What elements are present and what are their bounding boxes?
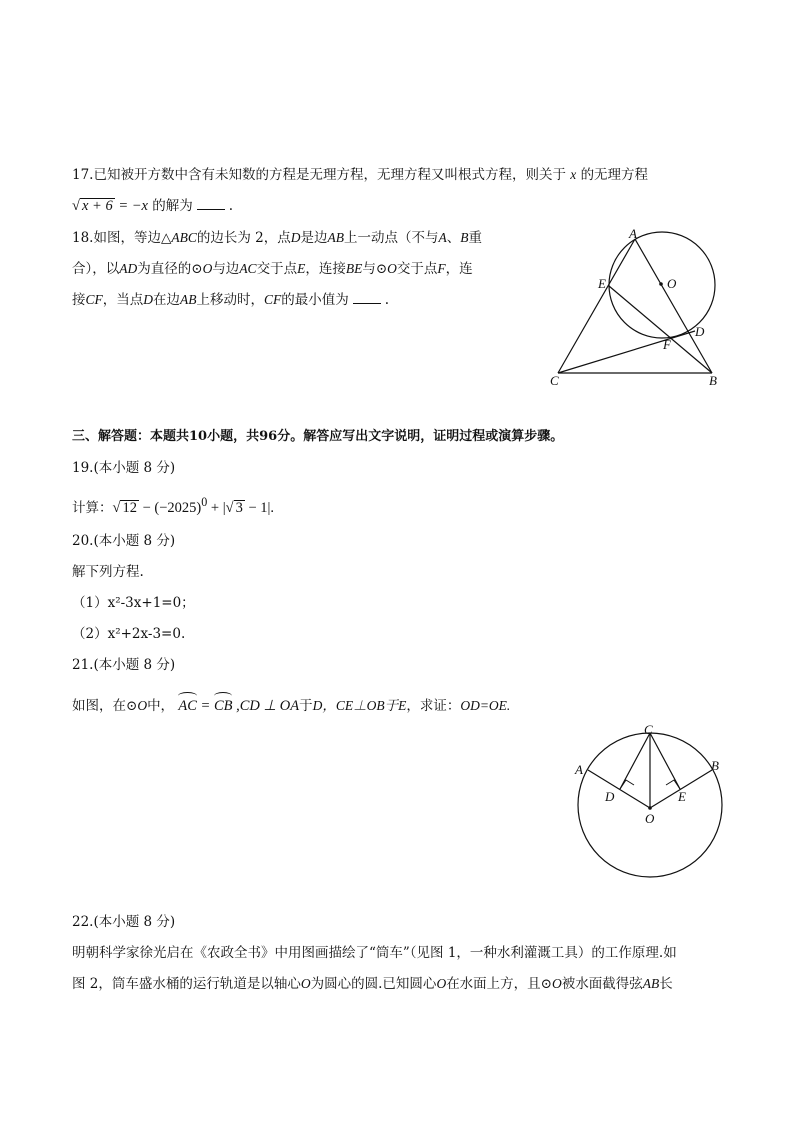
label-B: B xyxy=(711,758,719,773)
q17-line1: 17.已知被开方数中含有未知数的方程是无理方程，无理方程又叫根式方程，则关于 x 的无理方程 xyxy=(72,167,649,183)
q21-figure xyxy=(565,722,735,882)
q22-head: 22.(本小题 8 分) xyxy=(72,914,176,930)
q21-head: 21.(本小题 8 分) xyxy=(72,657,176,673)
label-D: D xyxy=(605,789,615,804)
label-D: D xyxy=(695,324,705,339)
q21-statement: 如图，在⊙O中， AC = CB ,CD ⊥ OA于D，CE⊥OB于E，求证：OD=OE. xyxy=(72,692,510,716)
q18-figure xyxy=(545,225,745,395)
q18-line3: 接CF，当点D在边AB上移动时，CF的最小值为 . xyxy=(72,292,390,308)
q20-part2: （2）x²+2x-3=0. xyxy=(72,626,186,642)
q20-part1: （1）x²-3x+1=0； xyxy=(72,595,195,611)
q22-line1: 明朝科学家徐光启在《农政全书》中用图画描绘了“筒车”（见图 1，一种水利灌溉工具）的工作原理.如 xyxy=(72,945,677,961)
label-F: F xyxy=(663,337,671,352)
q17-line2: √ x + 6 = −x 的解为 . xyxy=(72,198,234,214)
q19-head: 19.(本小题 8 分) xyxy=(72,460,176,476)
answer-blank xyxy=(353,291,381,304)
label-C: C xyxy=(644,722,653,737)
q18-line2: 合），以AD为直径的⊙O与边AC交于点E，连接BE与⊙O交于点F，连 xyxy=(72,261,473,277)
q22-line2: 图 2，筒车盛水桶的运行轨道是以轴心O为圆心的圆.已知圆心O在水面上方，且⊙O被水面截得弦AB长 xyxy=(72,976,673,992)
label-O: O xyxy=(667,276,677,291)
sqrt-expression: √ x + 6 = −x xyxy=(72,198,148,214)
label-A: A xyxy=(629,226,637,241)
q20-head: 20.(本小题 8 分) xyxy=(72,533,176,549)
q19-expression: 计算：√ $12 - (-2025)^0$ + |√ 3 − 1|. xyxy=(72,495,275,516)
label-O: O xyxy=(645,811,655,826)
label-A: A xyxy=(575,762,583,777)
q20-intro: 解下列方程. xyxy=(72,564,144,580)
q18-line1: 18.如图，等边△ABC的边长为 2，点D是边AB上一动点（不与A、B重 xyxy=(72,230,482,246)
answer-blank xyxy=(197,197,225,210)
label-C: C xyxy=(550,373,559,388)
label-E: E xyxy=(598,276,606,291)
label-B: B xyxy=(709,373,717,388)
label-E: E xyxy=(678,789,686,804)
section3-heading: 三、解答题：本题共10小题，共96分。解答应写出文字说明，证明过程或演算步骤。 xyxy=(72,429,564,444)
